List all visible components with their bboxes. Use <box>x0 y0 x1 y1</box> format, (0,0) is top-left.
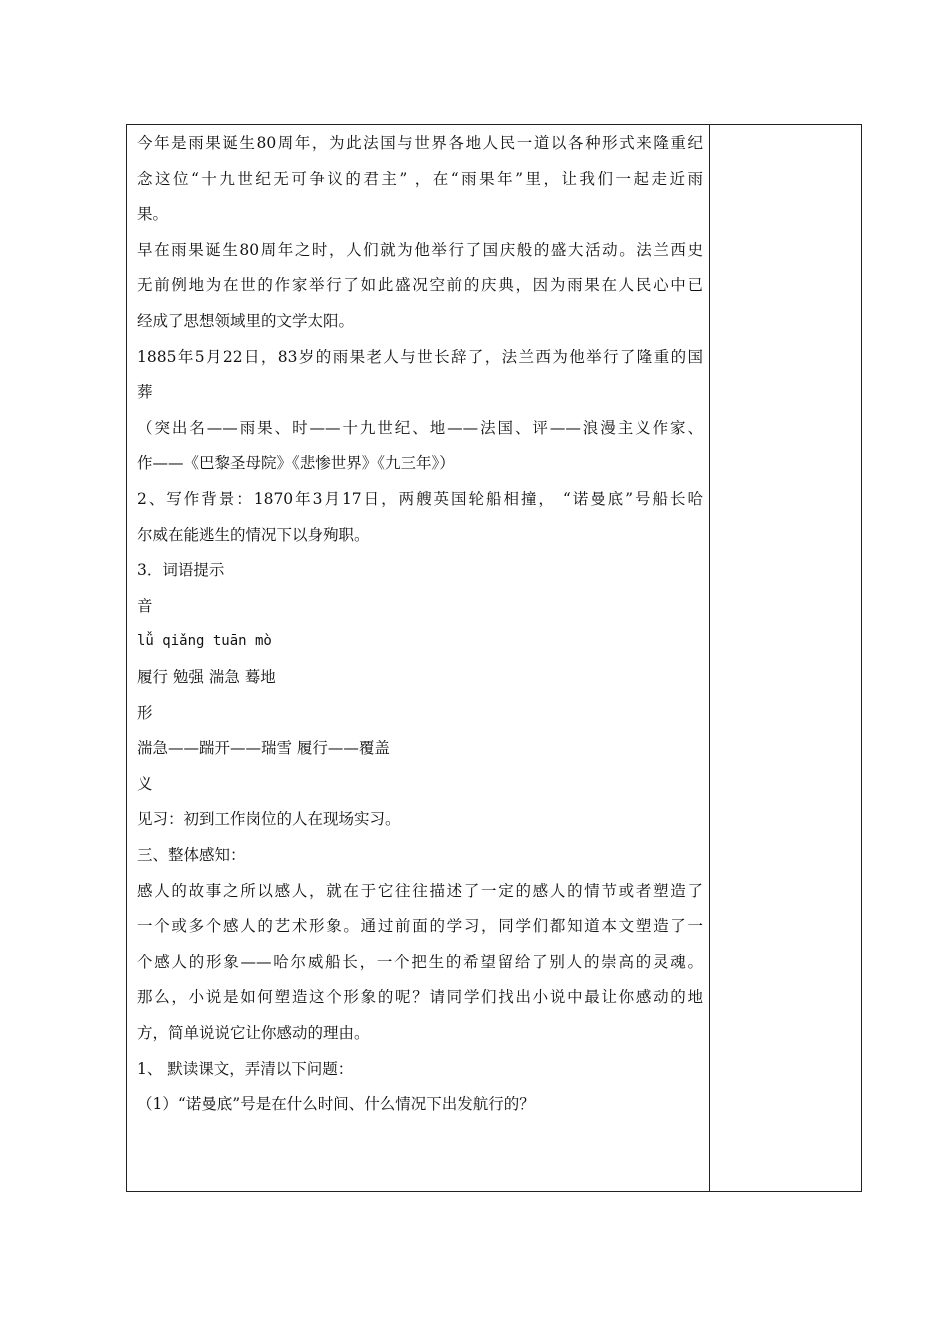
text-line: 作——《巴黎圣母院》《悲惨世界》《九三年》） <box>137 454 455 473</box>
text-line: 3．词语提示 <box>137 561 225 580</box>
text-line: 义 <box>137 774 153 793</box>
text-line: 果。 <box>137 205 169 224</box>
text-line: 形 <box>137 703 153 722</box>
text-line: 湍急——踹开——瑞雪 履行——覆盖 <box>137 739 390 758</box>
text-line: 1885年5月22日，83岁的雨果老人与世长辞了，法兰西为他举行了隆重的国 <box>137 347 703 366</box>
lesson-table <box>126 124 862 1192</box>
text-line: 一个或多个感人的艺术形象。通过前面的学习，同学们都知道本文塑造了一 <box>137 917 703 936</box>
text-line: 1、 默读课文，弄清以下问题： <box>137 1059 354 1078</box>
text-line: 三、整体感知： <box>137 846 246 864</box>
text-line: 音 <box>137 596 153 615</box>
text-line: 方，简单说说它让你感动的理由。 <box>137 1024 370 1042</box>
notes-column <box>710 125 861 1191</box>
text-line: 尔威在能逃生的情况下以身殉职。 <box>137 525 370 544</box>
text-line: 感人的故事之所以感人，就在于它往往描述了一定的感人的情节或者塑造了 <box>137 881 703 900</box>
text-line: 那么，小说是如何塑造这个形象的呢？请同学们找出小说中最让你感动的地 <box>137 988 703 1007</box>
text-line: （突出名——雨果、时——十九世纪、地——法国、评——浪漫主义作家、 <box>137 418 703 437</box>
text-line: 经成了思想领域里的文学太阳。 <box>137 312 355 330</box>
text-line: （1）“诺曼底”号是在什么时间、什么情况下出发航行的？ <box>137 1095 535 1114</box>
text-line: 今年是雨果诞生80周年，为此法国与世界各地人民一道以各种形式来隆重纪 <box>137 134 703 152</box>
text-line: 念这位“十九世纪无可争议的君主” ，在“雨果年”里，让我们一起走近雨 <box>137 169 703 188</box>
text-line: 个感人的形象——哈尔威船长，一个把生的希望留给了别人的崇高的灵魂。 <box>137 952 703 971</box>
text-line: 2、写作背景：1870年3月17日，两艘英国轮船相撞， “诺曼底”号船长哈 <box>137 490 703 508</box>
text-line: 见习：初到工作岗位的人在现场实习。 <box>137 810 401 829</box>
text-line: 无前例地为在世的作家举行了如此盛况空前的庆典，因为雨果在人民心中已 <box>137 276 703 295</box>
text-line: 早在雨果诞生80周年之时，人们就为他举行了国庆般的盛大活动。法兰西史 <box>137 240 703 259</box>
text-line: 履行 勉强 湍急 蓦地 <box>137 668 276 686</box>
text-line: 葬 <box>137 383 153 402</box>
text-line: lǚ qiǎng tuān mò <box>137 633 272 650</box>
